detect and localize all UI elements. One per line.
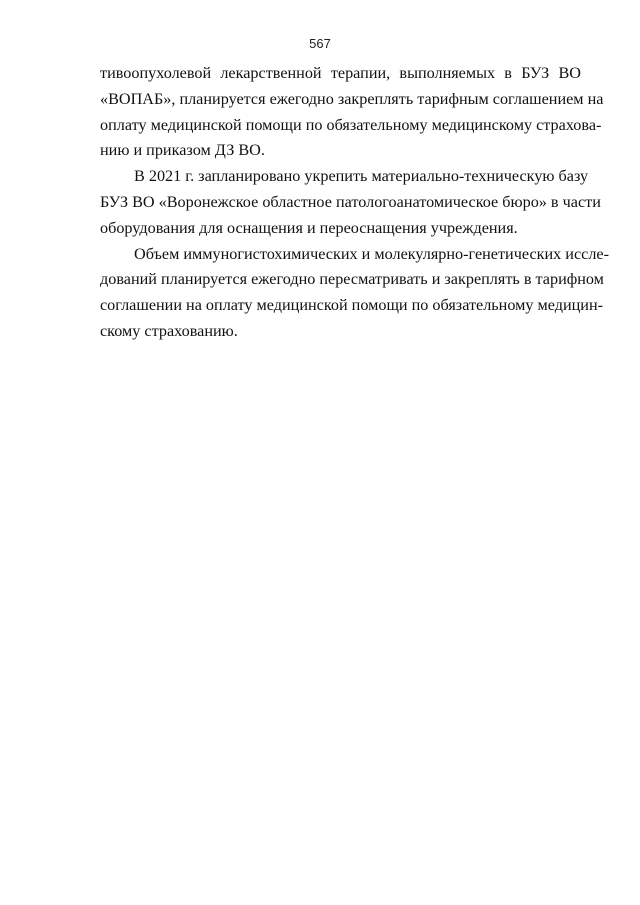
text-line: Объем иммуногистохимических и молекулярно-генетических иссле- xyxy=(134,244,609,263)
paragraph-3 xyxy=(100,242,609,345)
paragraph-2 xyxy=(100,164,601,241)
text-line: БУЗ ВО «Воронежское областное патологоанатомическое бюро» в части xyxy=(100,192,601,211)
text-line: дований планируется ежегодно пересматривать и закреплять в тарифном xyxy=(100,270,604,289)
text-line: оборудования для оснащения и переоснащения учреждения. xyxy=(100,218,518,237)
text-line: оплату медицинской помощи по обязательному медицинскому страхова- xyxy=(100,115,602,134)
page-number: 567 xyxy=(309,36,331,51)
text-line: соглашении на оплату медицинской помощи по обязательному медицин- xyxy=(100,296,604,315)
text-line: «ВОПАБ», планируется ежегодно закреплять тарифным соглашением на xyxy=(100,89,604,108)
text-line: нию и приказом ДЗ ВО. xyxy=(100,141,265,160)
text-line: тивоопухолевой лекарственной терапии, выполняемых в БУЗ ВО xyxy=(100,64,581,82)
text-line: скому страхованию. xyxy=(100,321,238,340)
text-line: В 2021 г. запланировано укрепить материально-техническую базу xyxy=(134,167,589,186)
paragraph-1 xyxy=(100,61,604,164)
body-text xyxy=(100,61,609,345)
